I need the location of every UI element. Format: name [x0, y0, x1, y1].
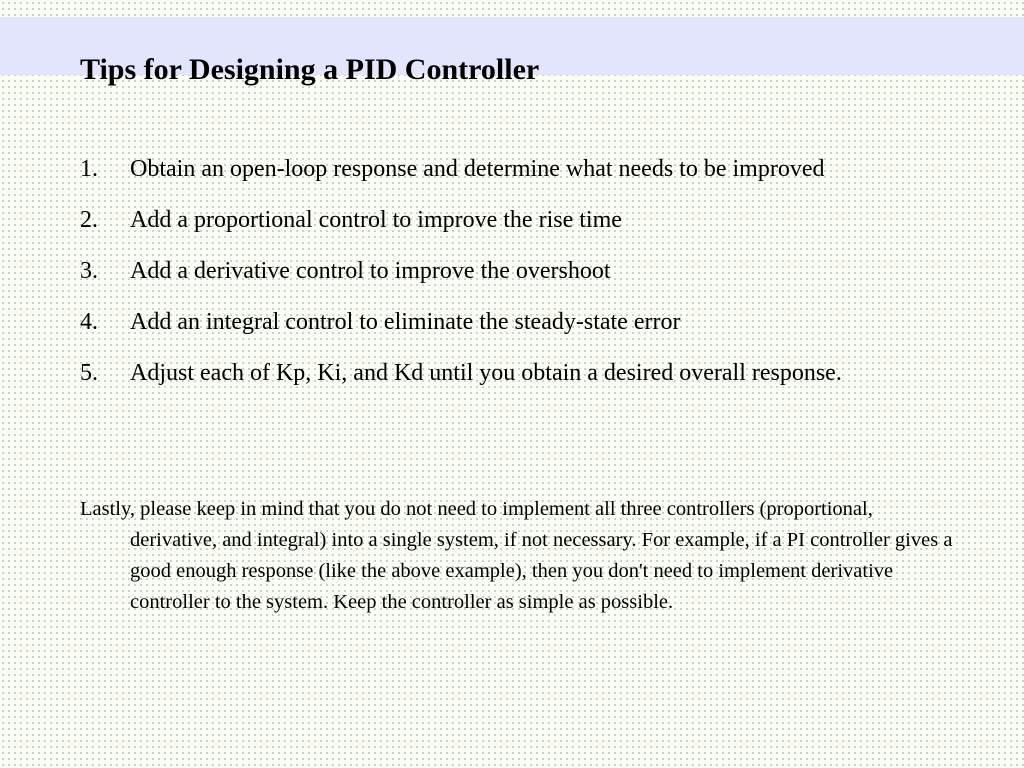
step-text: Add an integral control to eliminate the steady-state error	[130, 309, 681, 335]
step-number: 2.	[80, 207, 98, 233]
list-item	[80, 254, 980, 288]
step-text: Add a derivative control to improve the overshoot	[130, 258, 611, 284]
step-number: 5.	[80, 360, 98, 386]
list-item	[80, 356, 980, 390]
step-number: 1.	[80, 156, 98, 182]
list-item	[80, 305, 980, 339]
step-text: Add a proportional control to improve the rise time	[130, 207, 622, 233]
step-number: 4.	[80, 309, 98, 335]
step-number: 3.	[80, 258, 98, 284]
page-title: Tips for Designing a PID Controller	[80, 53, 540, 86]
tips-list	[80, 152, 980, 407]
step-text: Adjust each of Kp, Ki, and Kd until you obtain a desired overall response.	[130, 360, 842, 386]
step-text: Obtain an open-loop response and determine what needs to be improved	[130, 156, 825, 182]
closing-note: Lastly, please keep in mind that you do not need to implement all three controllers (proportional, derivative, and integral) into a single system, if not necessary. For example, if a PI controller gives a good enough response (like the above example), then you don't need to implement derivative controller to the system. Keep the controller as simple as possible.	[80, 498, 953, 613]
list-item	[80, 203, 980, 237]
list-item	[80, 152, 980, 186]
